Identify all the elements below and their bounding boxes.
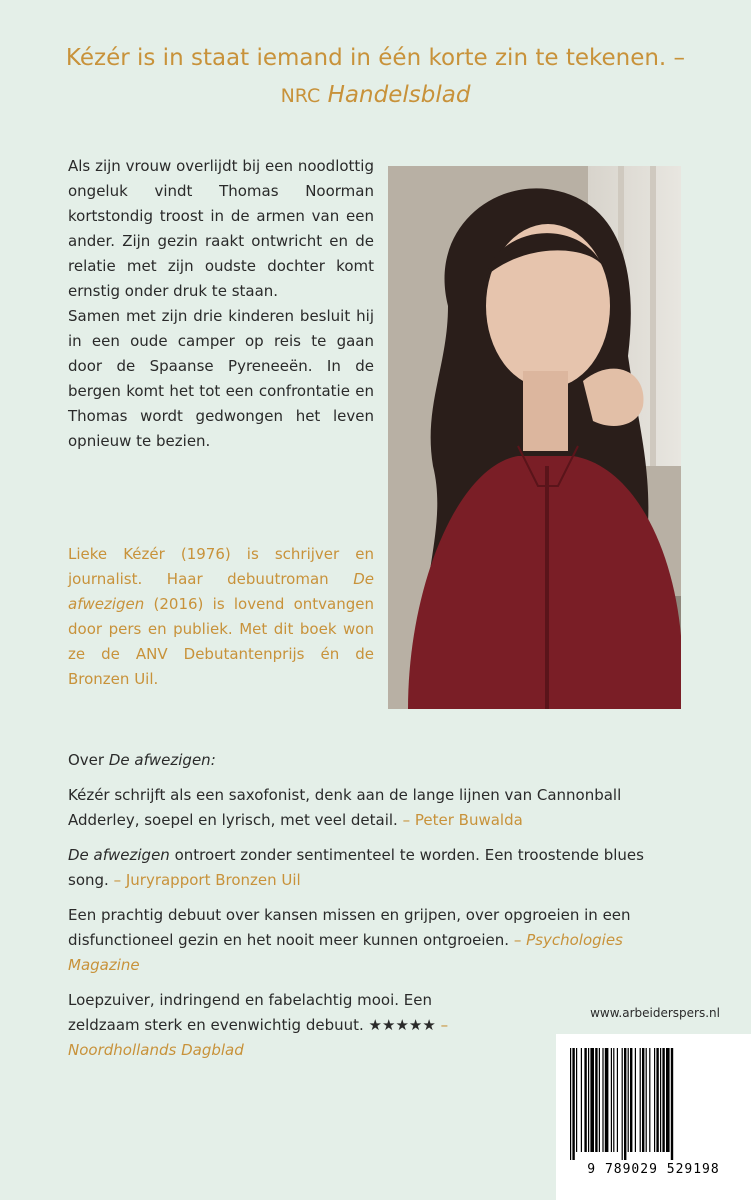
review-source-dash: – xyxy=(440,1016,449,1034)
author-bio xyxy=(68,542,374,692)
bio-text: Lieke Kézér (1976) is schrijver en journalist. Haar debuutroman xyxy=(68,545,374,588)
review-text: Kézér schrijft als een saxofonist, denk aan de lange lijnen van Cannonball Adderley, soepel en lyrisch, met veel detail. xyxy=(68,786,622,829)
bio-text: (2016) is lovend ontvangen door pers en publiek. Met dit boek won ze de xyxy=(68,595,374,663)
barcode-bar xyxy=(635,1048,636,1152)
barcode-bar xyxy=(646,1048,647,1152)
review-text: Een prachtig debuut over kansen missen en grijpen, over opgroeien in een disfunctioneel gezin en het nooit meer kunnen ontgroeien. xyxy=(68,906,631,949)
review-item xyxy=(68,903,684,978)
barcode-bar xyxy=(671,1048,673,1160)
barcode-bar xyxy=(588,1048,589,1152)
barcode-bar xyxy=(660,1048,661,1152)
isbn-number: 9 789029 529198 xyxy=(587,1162,720,1177)
top-quote-source-prefix: NRC xyxy=(280,85,321,107)
barcode-bar xyxy=(662,1048,664,1152)
barcode-bar xyxy=(617,1048,618,1152)
reviews-header-title: De afwezigen: xyxy=(108,751,216,769)
barcode-bar xyxy=(611,1048,612,1152)
review-text: Loepzuiver, indringend en fabelachtig mooi. Een zeldzaam sterk en evenwichtig debuut. ★★★★★ xyxy=(68,991,436,1034)
review-book-title: De afwezigen xyxy=(68,846,170,864)
barcode-bar xyxy=(628,1048,629,1152)
barcode-bar xyxy=(654,1048,655,1152)
review-source: Psychologies Magazine xyxy=(68,931,623,974)
barcode-bar xyxy=(640,1048,641,1152)
top-quote-source: Handelsblad xyxy=(327,82,471,108)
review-item xyxy=(68,988,508,1063)
barcode-bar xyxy=(595,1048,597,1152)
barcode-bars xyxy=(570,1048,737,1160)
barcode-bar xyxy=(642,1048,644,1152)
review-source-dash: – xyxy=(513,931,522,949)
bio-text: Debutantenprijs én de Bronzen Uil. xyxy=(68,645,374,688)
top-quote-text: Kézér is in staat iemand in één korte zin te tekenen. – xyxy=(65,45,686,71)
reviews-header xyxy=(68,748,684,773)
barcode-bar xyxy=(613,1048,614,1152)
review-text: ontroert zonder sentimenteel te worden. Een troostende blues song. xyxy=(68,846,644,889)
barcode-bar xyxy=(630,1048,632,1152)
barcode xyxy=(556,1034,751,1200)
review-item xyxy=(68,843,684,893)
bio-book-title: De afwezigen xyxy=(68,570,374,613)
reviews xyxy=(68,748,684,1073)
blurb-paragraph: Samen met zijn drie kinderen besluit hij in een oude camper op reis te gaan door de Spaanse Pyreneeën. In de bergen komt het tot een confrontatie en Thomas wordt gedwongen het leven opnieuw te bezien. xyxy=(68,307,374,450)
blurb xyxy=(68,154,374,454)
barcode-bar xyxy=(590,1048,594,1152)
barcode-bar xyxy=(649,1048,650,1152)
barcode-bar xyxy=(570,1048,571,1160)
publisher-url: www.arbeiderspers.nl xyxy=(590,1006,720,1020)
review-source: – Juryrapport Bronzen Uil xyxy=(113,871,301,889)
barcode-bar xyxy=(576,1048,577,1152)
barcode-bar xyxy=(624,1048,626,1160)
barcode-bar xyxy=(666,1048,670,1152)
review-item xyxy=(68,783,684,833)
barcode-bar xyxy=(602,1048,603,1152)
review-source: – Peter Buwalda xyxy=(402,811,523,829)
author-photo xyxy=(388,166,681,709)
barcode-bar xyxy=(572,1048,574,1160)
review-source: Noordhollands Dagblad xyxy=(68,1041,244,1059)
bio-org: ANV xyxy=(135,645,168,663)
barcode-bar xyxy=(656,1048,658,1152)
reviews-header-prefix: Over xyxy=(68,751,105,769)
barcode-bar xyxy=(622,1048,623,1160)
author-photo-illustration xyxy=(388,166,681,709)
barcode-bar xyxy=(581,1048,582,1152)
top-quote xyxy=(60,40,691,115)
barcode-bar xyxy=(605,1048,609,1152)
barcode-bar xyxy=(599,1048,600,1152)
blurb-paragraph: Als zijn vrouw overlijdt bij een noodlottig ongeluk vindt Thomas Noorman kortstondig troost in de armen van een ander. Zijn gezin raakt ontwricht en de relatie met zijn oudste dochter komt ernstig onder druk te staan. xyxy=(68,157,374,300)
barcode-bar xyxy=(584,1048,586,1152)
